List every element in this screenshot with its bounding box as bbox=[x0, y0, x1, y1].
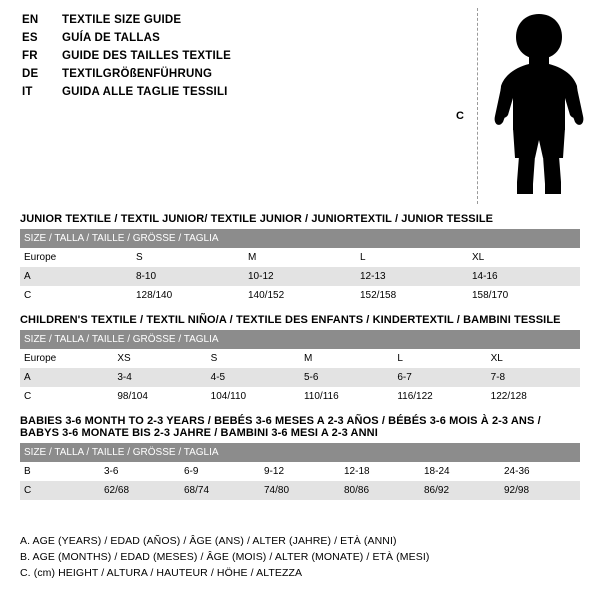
cell: 4-5 bbox=[207, 368, 300, 387]
table-row bbox=[20, 349, 580, 368]
cell: L bbox=[393, 349, 486, 368]
cell: M bbox=[300, 349, 393, 368]
cell: XL bbox=[468, 248, 580, 267]
footnotes bbox=[20, 533, 580, 581]
cell: 86/92 bbox=[420, 481, 500, 500]
section-junior bbox=[20, 213, 580, 305]
header-row bbox=[22, 50, 442, 68]
table-row bbox=[20, 387, 580, 406]
cell: 74/80 bbox=[260, 481, 340, 500]
cell: 122/128 bbox=[487, 387, 580, 406]
row-label: A bbox=[20, 267, 132, 286]
table-header-row bbox=[20, 330, 580, 349]
cell: L bbox=[356, 248, 468, 267]
row-label: A bbox=[20, 368, 113, 387]
junior-size-table bbox=[20, 229, 580, 305]
cell: 6-9 bbox=[180, 462, 260, 481]
header-title: TEXTILE SIZE GUIDE bbox=[62, 14, 182, 26]
table-header-label: SIZE / TALLA / TAILLE / GRÖSSE / TAGLIA bbox=[20, 443, 580, 462]
cell: XS bbox=[113, 349, 206, 368]
height-measure-figure bbox=[455, 8, 590, 208]
cell: S bbox=[132, 248, 244, 267]
header-title: GUÍA DE TALLAS bbox=[62, 32, 160, 44]
measure-label-c: C bbox=[456, 110, 464, 122]
row-label: C bbox=[20, 286, 132, 305]
cell: 158/170 bbox=[468, 286, 580, 305]
cell: 140/152 bbox=[244, 286, 356, 305]
section-title: JUNIOR TEXTILE / TEXTIL JUNIOR/ TEXTILE JUNIOR / JUNIORTEXTIL / JUNIOR TESSILE bbox=[20, 213, 494, 225]
row-label: B bbox=[20, 462, 100, 481]
table-row bbox=[20, 462, 580, 481]
cell: 14-16 bbox=[468, 267, 580, 286]
cell: 104/110 bbox=[207, 387, 300, 406]
cell: 12-13 bbox=[356, 267, 468, 286]
table-row bbox=[20, 368, 580, 387]
header-language-code: FR bbox=[22, 50, 38, 62]
table-header-row bbox=[20, 443, 580, 462]
section-children bbox=[20, 314, 580, 406]
cell: 152/158 bbox=[356, 286, 468, 305]
cell: 62/68 bbox=[100, 481, 180, 500]
children-size-table bbox=[20, 330, 580, 406]
cell: 6-7 bbox=[393, 368, 486, 387]
cell: 98/104 bbox=[113, 387, 206, 406]
cell: 68/74 bbox=[180, 481, 260, 500]
row-label: Europe bbox=[20, 248, 132, 267]
cell: 5-6 bbox=[300, 368, 393, 387]
header-language-code: DE bbox=[22, 68, 39, 80]
header bbox=[22, 14, 442, 104]
cell: 92/98 bbox=[500, 481, 580, 500]
cell: 7-8 bbox=[487, 368, 580, 387]
section-babies bbox=[20, 415, 580, 500]
cell: S bbox=[207, 349, 300, 368]
cell: 24-36 bbox=[500, 462, 580, 481]
cell: 110/116 bbox=[300, 387, 393, 406]
cell: 18-24 bbox=[420, 462, 500, 481]
cell: 116/122 bbox=[393, 387, 486, 406]
header-title: GUIDA ALLE TAGLIE TESSILI bbox=[62, 86, 228, 98]
header-title: GUIDE DES TAILLES TEXTILE bbox=[62, 50, 231, 62]
cell: 3-6 bbox=[100, 462, 180, 481]
toddler-silhouette-icon bbox=[489, 12, 589, 202]
row-label: C bbox=[20, 481, 100, 500]
table-header-row bbox=[20, 229, 580, 248]
footnote-c: C. (cm) HEIGHT / ALTURA / HAUTEUR / HÖHE / ALTEZZA bbox=[20, 567, 303, 579]
header-language-code: IT bbox=[22, 86, 33, 98]
table-row bbox=[20, 481, 580, 500]
cell: XL bbox=[487, 349, 580, 368]
cell: 8-10 bbox=[132, 267, 244, 286]
table-row bbox=[20, 286, 580, 305]
row-label: Europe bbox=[20, 349, 113, 368]
table-header-label: SIZE / TALLA / TAILLE / GRÖSSE / TAGLIA bbox=[20, 229, 580, 248]
cell: 10-12 bbox=[244, 267, 356, 286]
babies-size-table bbox=[20, 443, 580, 500]
cell: 3-4 bbox=[113, 368, 206, 387]
table-row bbox=[20, 248, 580, 267]
section-title: CHILDREN'S TEXTILE / TEXTIL NIÑO/A / TEXTILE DES ENFANTS / KINDERTEXTIL / BAMBINI TESSILE bbox=[20, 314, 561, 326]
measure-guide-line bbox=[477, 8, 478, 204]
header-language-code: EN bbox=[22, 14, 39, 26]
row-label: C bbox=[20, 387, 113, 406]
cell: 128/140 bbox=[132, 286, 244, 305]
header-row bbox=[22, 14, 442, 32]
cell: 12-18 bbox=[340, 462, 420, 481]
section-title: BABIES 3-6 MONTH TO 2-3 YEARS / BEBÉS 3-6 MESES A 2-3 AÑOS / BÉBÉS 3-6 MOIS À 2-3 ANS / BABYS 3-6 MONATE BIS 2-3 JAHRE / BAMBINI 3-6 MESI A 2-3 ANNI bbox=[20, 415, 541, 439]
cell: M bbox=[244, 248, 356, 267]
header-language-code: ES bbox=[22, 32, 38, 44]
header-row bbox=[22, 86, 442, 104]
header-title: TEXTILGRÖßENFÜHRUNG bbox=[62, 68, 213, 80]
table-header-label: SIZE / TALLA / TAILLE / GRÖSSE / TAGLIA bbox=[20, 330, 580, 349]
footnote-a: A. AGE (YEARS) / EDAD (AÑOS) / ÂGE (ANS) / ALTER (JAHRE) / ETÀ (ANNI) bbox=[20, 535, 397, 547]
header-row bbox=[22, 32, 442, 50]
header-row bbox=[22, 68, 442, 86]
footnote-b: B. AGE (MONTHS) / EDAD (MESES) / ÂGE (MOIS) / ALTER (MONATE) / ETÀ (MESI) bbox=[20, 551, 430, 563]
cell: 80/86 bbox=[340, 481, 420, 500]
cell: 9-12 bbox=[260, 462, 340, 481]
table-row bbox=[20, 267, 580, 286]
